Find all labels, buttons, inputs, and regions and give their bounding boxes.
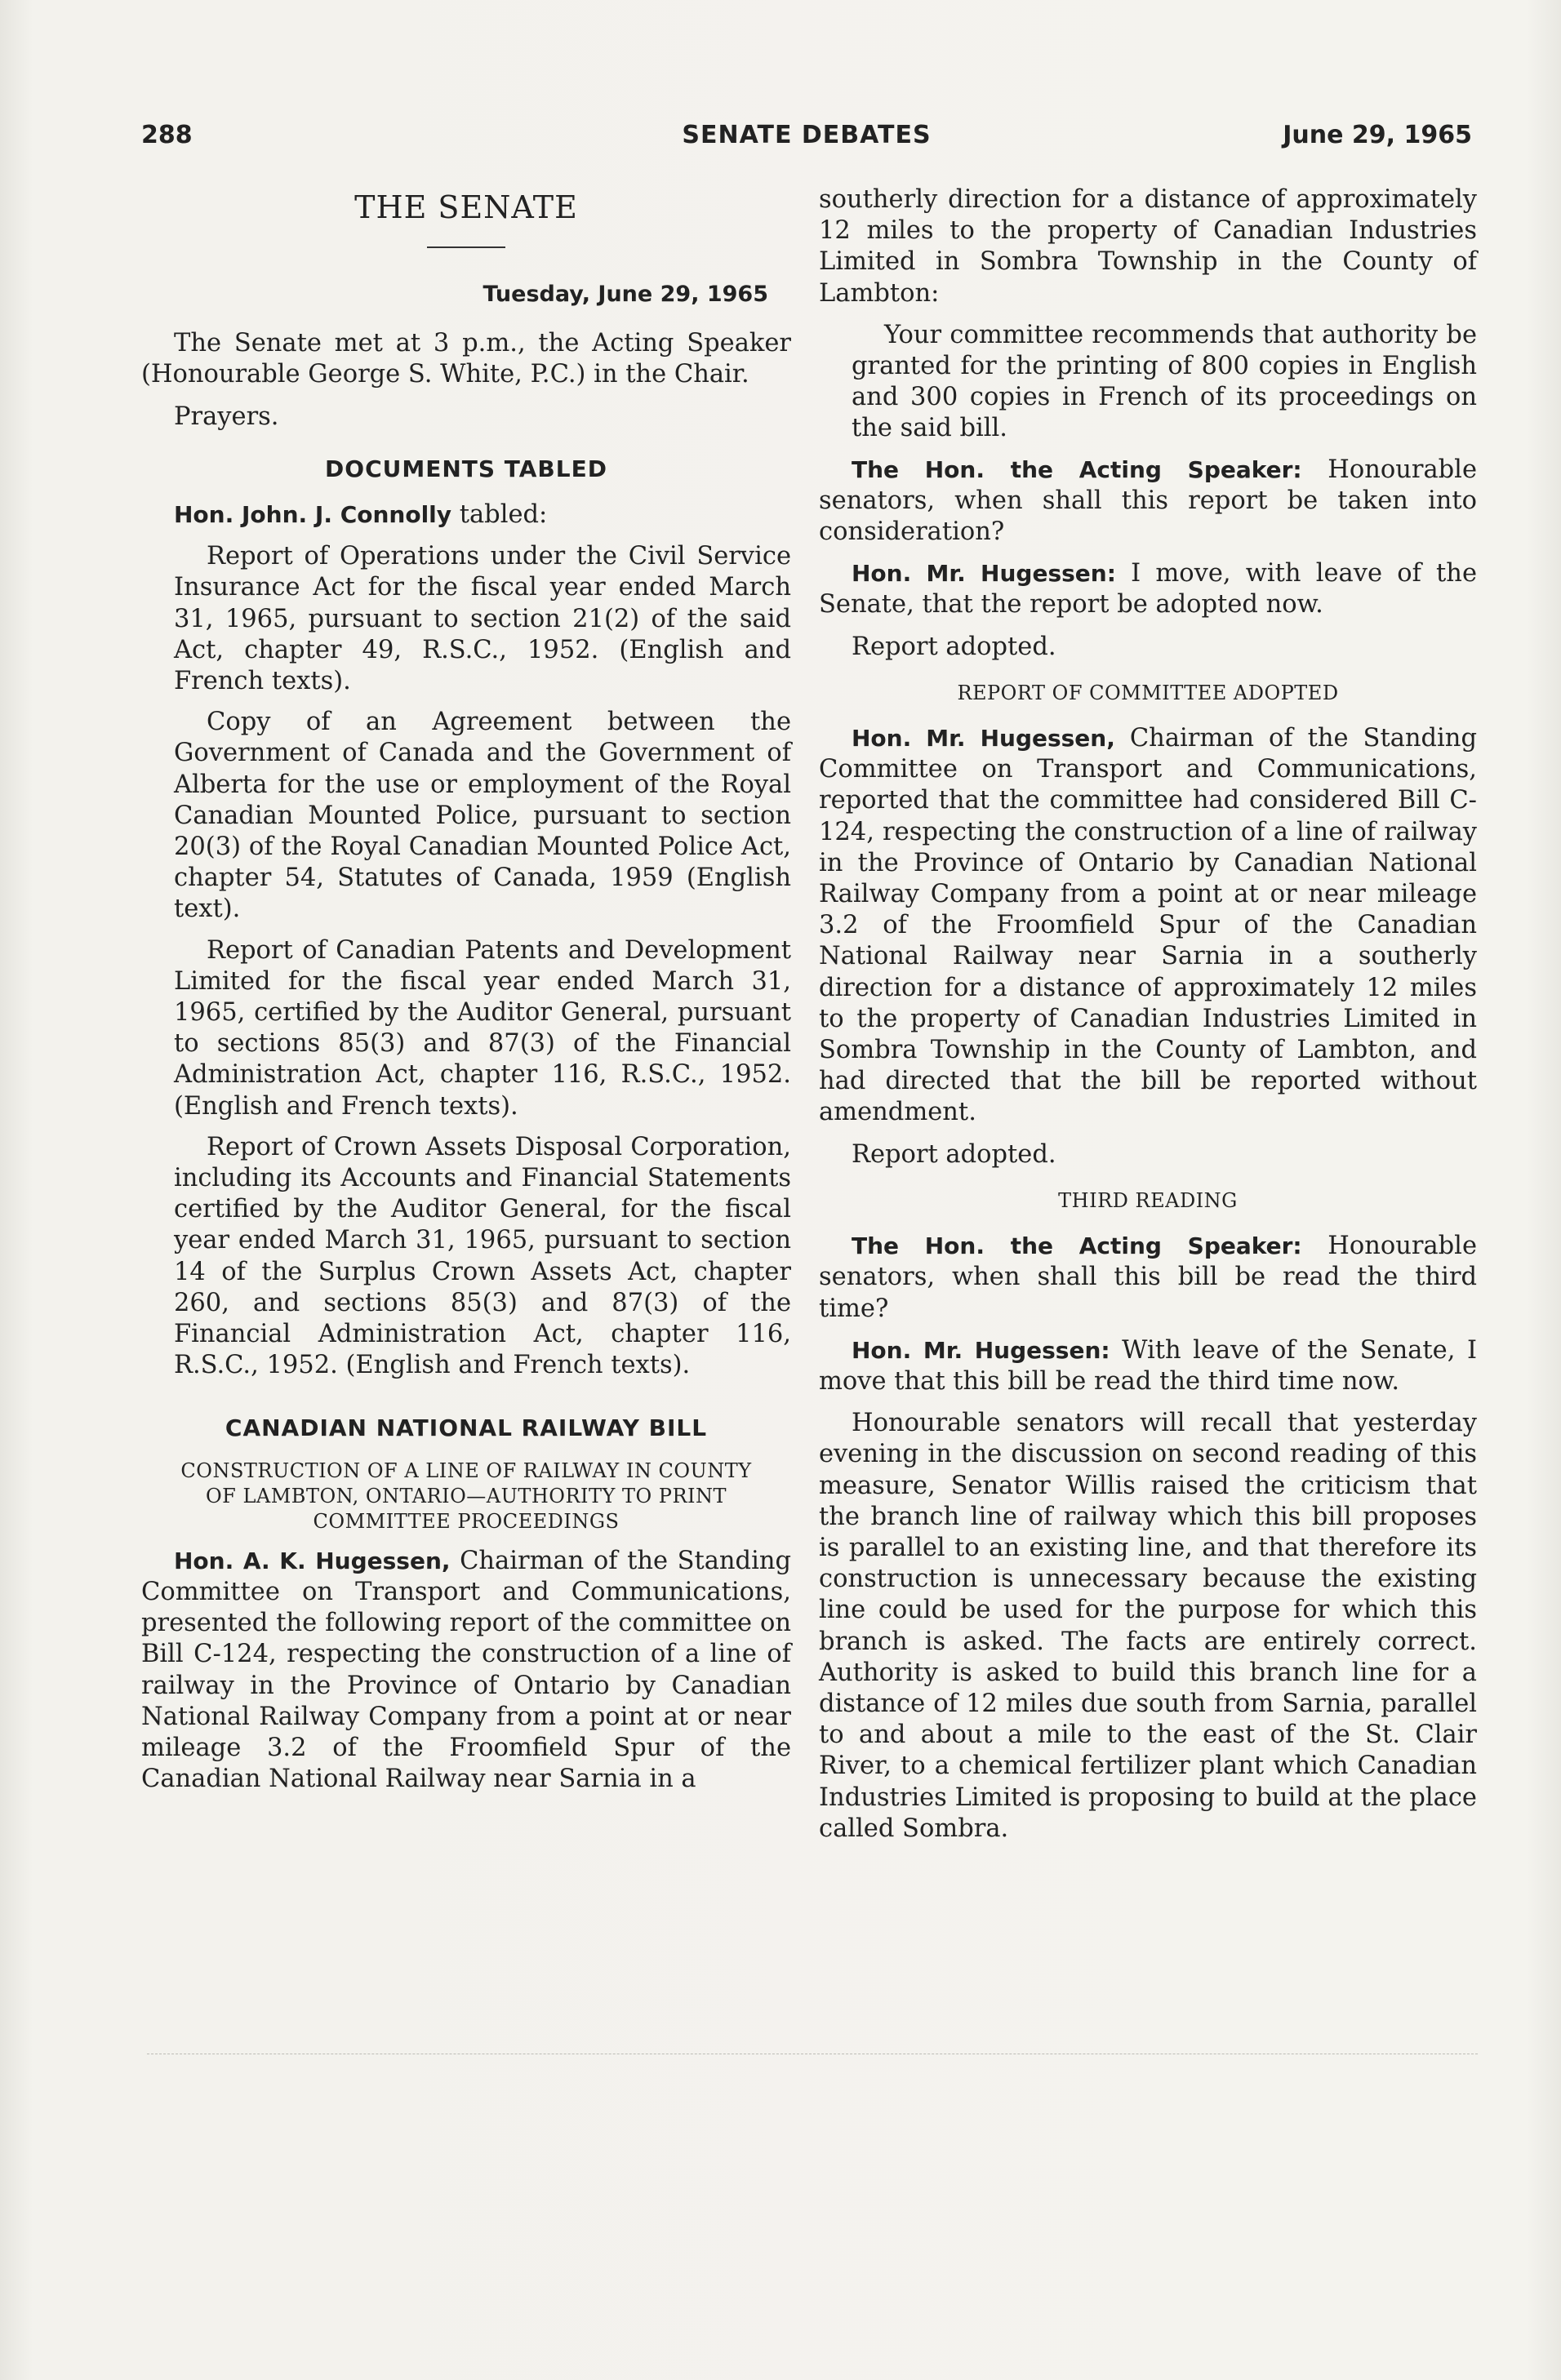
running-head [141, 121, 1472, 157]
paragraph-hugessen-report [141, 1546, 791, 1796]
speaker-hugessen: Hon. A. K. Hugessen, [174, 1547, 451, 1574]
document-item: Report of Canadian Patents and Development Limited for the fiscal year ended March 31, 1965, certified by the Auditor General, pursuant to sections 85(3) and 87(3) of the Financial Administration Act, chapter 116, R.S.C., 1952. (English and French texts). [174, 935, 791, 1121]
speaker-acting-speaker: The Hon. the Acting Speaker: [852, 455, 1302, 483]
paragraph-hugessen-1 [819, 558, 1477, 620]
sitting-date: Tuesday, June 29, 1965 [483, 282, 768, 307]
heading-third-reading: THIRD READING [1058, 1188, 1238, 1212]
acting-speaker-text-1: Honourable senators, when shall this report be taken into consideration? [819, 455, 1477, 547]
paragraph-hugessen-2 [819, 723, 1477, 1129]
subheading-construction: CONSTRUCTION OF A LINE OF RAILWAY IN COUNTY OF LAMBTON, ONTARIO—AUTHORITY TO PRINT COMMITTEE PROCEEDINGS [180, 1459, 752, 1533]
paragraph-report-adopted: Report adopted. [852, 1139, 1056, 1169]
speaker-acting-speaker: The Hon. the Acting Speaker: [852, 1232, 1302, 1260]
hugessen-text-3: With leave of the Senate, I move that this bill be read the third time now. [819, 1335, 1478, 1396]
right-column [819, 184, 1477, 1855]
paragraph-prayers: Prayers. [174, 402, 279, 431]
connolly-text: tabled: [451, 500, 548, 530]
section-rule [427, 246, 505, 248]
paragraph-report-adopted: Report adopted. [852, 632, 1056, 661]
paragraph-connolly [141, 500, 791, 531]
paragraph-meeting: The Senate met at 3 p.m., the Acting Speaker (Honourable George S. White, P.C.) in the Chair. [141, 329, 791, 389]
paragraph-acting-speaker-1 [819, 455, 1477, 548]
left-column [141, 184, 791, 1805]
hugessen-report-text: Chairman of the Standing Committee on Transport and Communications, presented the following report of the committee on Bill C-124, respecting the construction of a line of railway in the Province of Ontario by Canadian National Railway Company from a point at or near mileage 3.2 of the Froomfield Spur of the Canadian National Railway near Sarnia in a [141, 1546, 791, 1794]
heading-documents-tabled: DOCUMENTS TABLED [325, 455, 607, 482]
header-date: June 29, 1965 [1283, 121, 1472, 149]
speaker-hugessen: Hon. Mr. Hugessen: [852, 1336, 1110, 1364]
paragraph-acting-speaker-2 [819, 1231, 1477, 1325]
speaker-connolly: Hon. John. J. Connolly [174, 501, 452, 529]
heading-report-adopted: REPORT OF COMMITTEE ADOPTED [957, 681, 1339, 704]
document-item: Report of Crown Assets Disposal Corporation, including its Accounts and Financial Statements certified by the Auditor General, for the fiscal year ended March 31, 1965, pursuant to section 14 of the Surplus Crown Assets Act, chapter 260, and sections 85(3) and 87(3) of the Financial Administration Act, chapter 116, R.S.C., 1952. (English and French texts). [174, 1132, 791, 1380]
publication-title: SENATE DEBATES [682, 121, 932, 149]
hugessen-text-2: Chairman of the Standing Committee on Transport and Communications, reported that the committee had considered Bill C-124, respecting the construction of a line of railway in the Province of Ontario by Canadian National Railway Company from a point at or near mileage 3.2 of the Froomfield Spur of the Canadian National Railway near Sarnia in a southerly direction for a distance of approximately 12 miles to the property of Canadian Industries Limited in Sombra Township in the County of Lambton, and had directed that the bill be reported without amendment. [819, 724, 1477, 1127]
paragraph-recommendation: Your committee recommends that authority be granted for the printing of 800 copies in English and 300 copies in French of its proceedings on the said bill. [852, 320, 1477, 443]
document-item: Copy of an Agreement between the Government of Canada and the Government of Alberta for the use or employment of the Royal Canadian Mounted Police, pursuant to section 20(3) of the Royal Canadian Mounted Police Act, chapter 54, Statutes of Canada, 1959 (English text). [174, 708, 791, 924]
speaker-hugessen: Hon. Mr. Hugessen, [852, 725, 1115, 753]
paragraph-continued: southerly direction for a distance of approximately 12 miles to the property of Canadian Industries Limited in Sombra Township in the County of Lambton: [819, 185, 1477, 308]
document-item: Report of Operations under the Civil Service Insurance Act for the fiscal year ended March 31, 1965, pursuant to section 21(2) of the said Act, chapter 49, R.S.C., 1952. (English and French texts). [174, 542, 791, 696]
section-title: THE SENATE [354, 189, 578, 225]
acting-speaker-text-2: Honourable senators, when shall this bill be read the third time? [819, 1232, 1477, 1323]
hugessen-text-1: I move, with leave of the Senate, that the report be adopted now. [819, 559, 1478, 619]
heading-cnr-bill: CANADIAN NATIONAL RAILWAY BILL [225, 1414, 708, 1441]
speaker-hugessen: Hon. Mr. Hugessen: [852, 560, 1116, 588]
paragraph-hugessen-3 [819, 1335, 1477, 1397]
paragraph-explanation: Honourable senators will recall that yesterday evening in the discussion on second reading of this measure, Senator Willis raised the criticism that the branch line of railway which this bill proposes is parallel to an existing line, and that therefore its construction is unnecessary because the existing line could be used for the purpose for which this branch is asked. The facts are entirely correct. Authority is asked to build this branch line for a distance of 12 miles due south from Sarnia, parallel to and about a mile to the east of the St. Clair River, to a chemical fertilizer plant which Canadian Industries Limited is proposing to build at the place called Sombra. [819, 1409, 1477, 1843]
page-number: 288 [141, 121, 193, 149]
